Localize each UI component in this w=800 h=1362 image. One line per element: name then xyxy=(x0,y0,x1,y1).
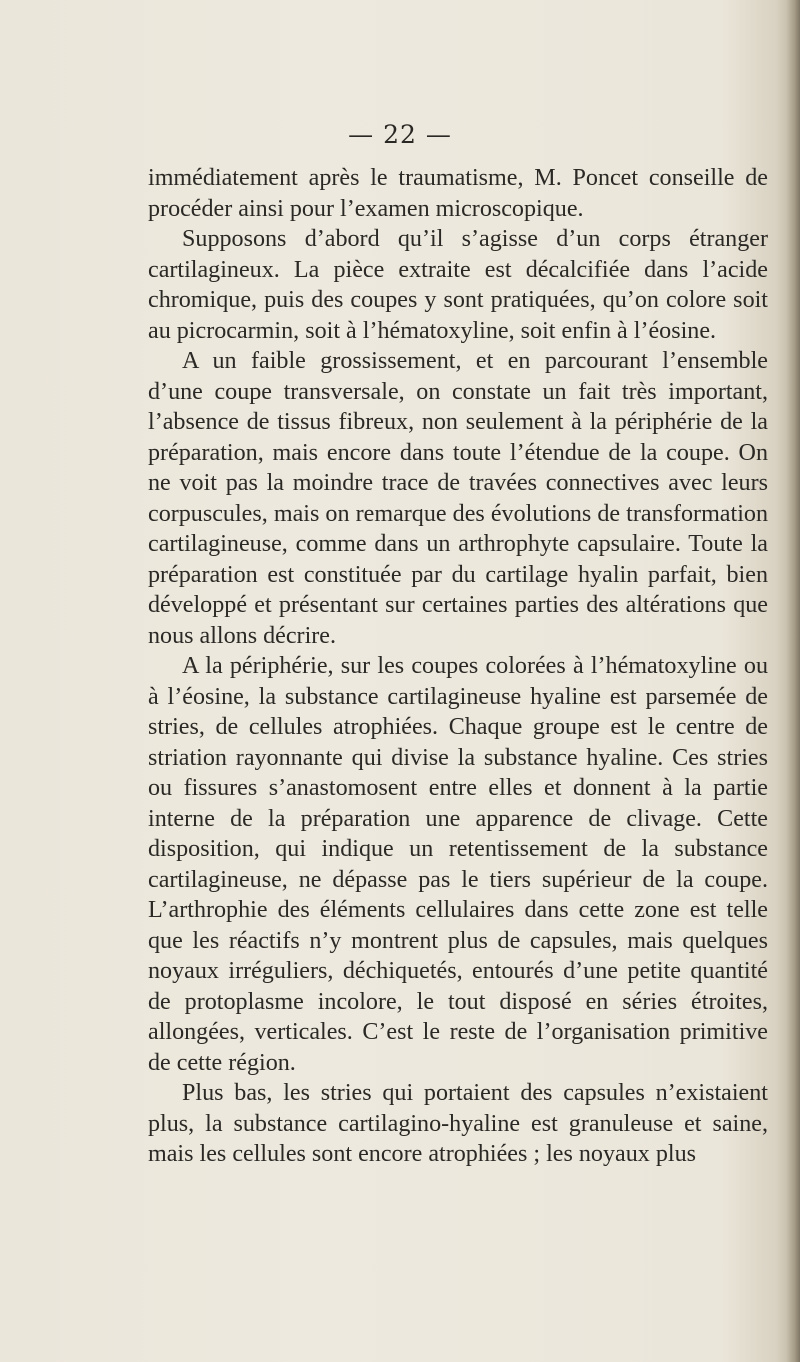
paragraph-2: Supposons d’abord qu’il s’agisse d’un corps étranger cartilagineux. La pièce extraite est décalcifiée dans l’acide chromique, puis des coupes y sont pratiquées, qu’on colore soit au picrocarmin, soit à l’hématoxyline, soit enfin à l’éosine. xyxy=(148,226,768,344)
paragraph-3: A un faible grossissement, et en parcourant l’ensemble d’une coupe transversale, on constate un fait très important, l’absence de tissus fibreux, non seulement à la périphérie de la préparation, mais encore dans toute l’étendue de la coupe. On ne voit pas la moindre trace de travées connectives avec leurs corpuscules, mais on remarque des évolutions de transformation cartilagineuse, comme dans un arthrophyte capsulaire. Toute la préparation est constituée par du cartilage hyalin parfait, bien développé et présentant sur certaines parties des altérations que nous allons décrire. xyxy=(148,348,768,649)
page-edge-shadow xyxy=(786,0,800,1362)
page-number: — 22 — xyxy=(348,120,452,149)
paragraph-4: A la périphérie, sur les coupes colorées à l’hématoxyline ou à l’éosine, la substance cartilagineuse hyaline est parsemée de stries, de cellules atrophiées. Chaque groupe est le centre de striation rayonnante qui divise la substance hyaline. Ces stries ou fissures s’anastomosent entre elles et donnent à la partie interne de la préparation une apparence de clivage. Cette disposition, qui indique un retentissement de la substance cartilagineuse, ne dépasse pas le tiers supérieur de la coupe. L’arthrophie des éléments cellulaires dans cette zone est telle que les réactifs n’y montrent plus de capsules, mais quelques noyaux irréguliers, déchiquetés, entourés d’une petite quantité de protoplasme incolore, le tout disposé en séries étroites, allongées, verticales. C’est le reste de l’organisation primitive de cette région. xyxy=(148,653,768,1076)
paragraph-5: Plus bas, les stries qui portaient des capsules n’existaient plus, la substance cartilagino-hyaline est granuleuse et saine, mais les cellules sont encore atrophiées ; les noyaux plus xyxy=(148,1080,768,1167)
body-text xyxy=(148,163,768,1170)
paragraph-1: immédiatement après le traumatisme, M. Poncet conseille de procéder ainsi pour l’examen microscopique. xyxy=(148,165,768,222)
